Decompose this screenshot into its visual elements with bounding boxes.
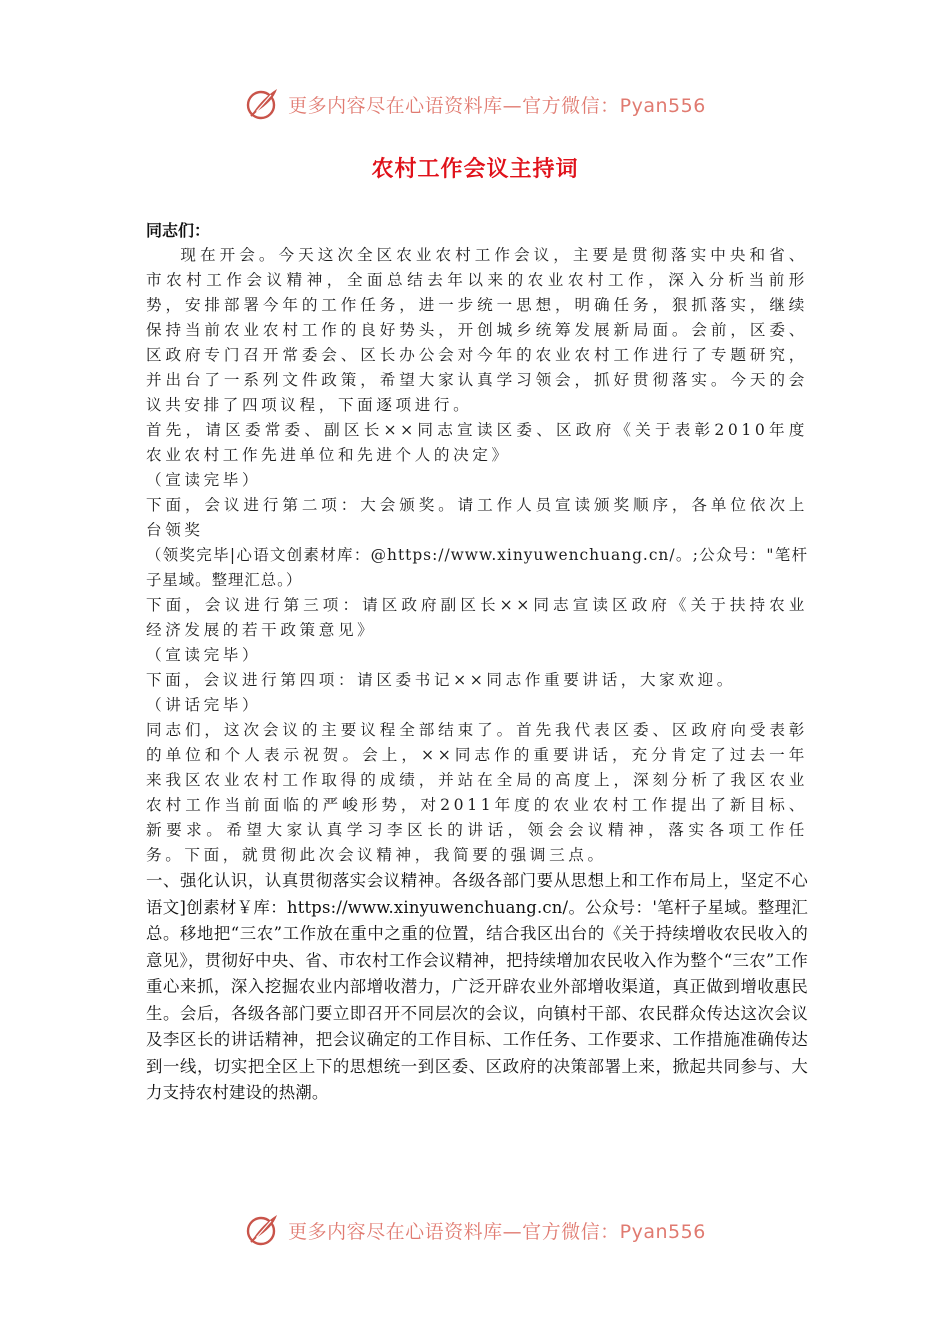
paragraph-note-2: （领奖完毕|心语文创素材库：@https://www.xinyuwenchuang.cn/。;公众号："笔杆子星域。整理汇总。） (146, 546, 808, 589)
quill-logo-icon (244, 1212, 280, 1248)
paragraph-agenda-1: 首先，请区委常委、副区长××同志宣读区委、区政府《关于表彰2010年度农业农村工作先进单位和先进个人的决定》 (146, 421, 808, 464)
greeting: 同志们： (146, 221, 211, 240)
document-body (146, 218, 808, 1107)
quill-logo-icon (244, 86, 280, 122)
paragraph-agenda-3: 下面，会议进行第三项：请区政府副区长××同志宣读区政府《关于扶持农业经济发展的若干政策意见》 (146, 596, 808, 639)
document-title: 农村工作会议主持词 (371, 157, 579, 182)
banner-text: 更多内容尽在心语资料库—官方微信：Pyan556 (288, 94, 706, 117)
paragraph-agenda-4: 下面，会议进行第四项：请区委书记××同志作重要讲话，大家欢迎。 (146, 671, 736, 689)
paragraph-note-3: （宣读完毕） (146, 646, 262, 664)
paragraph-summary: 同志们，这次会议的主要议程全部结束了。首先我代表区委、区政府向受表彰的单位和个人表示祝贺。会上，××同志作的重要讲话，充分肯定了过去一年来我区农业农村工作取得的成绩，并站在全局的高度上，深刻分析了我区农业农村工作当前面临的严峻形势，对2011年度的农业农村工作提出了新目标、新要求。希望大家认真学习李区长的讲话，领会会议精神，落实各项工作任务。下面，就贯彻此次会议精神，我简要的强调三点。 (146, 721, 808, 864)
banner-text: 更多内容尽在心语资料库—官方微信：Pyan556 (288, 1220, 706, 1243)
header-banner (0, 84, 950, 124)
paragraph-agenda-2: 下面，会议进行第二项：大会颁奖。请工作人员宣读颁奖顺序，各单位依次上台领奖 (146, 496, 808, 539)
paragraph-point-1: 一、强化认识，认真贯彻落实会议精神。各级各部门要从思想上和工作布局上，坚定不心语文]创素材￥库：https://www.xinyuwenchuang.cn/。公众号：'笔杆子星域。整理汇总。移地把“三农”工作放在重中之重的位置，结合我区出台的《关于持续增收农民收入的意见》，贯彻好中央、省、市农村工作会议精神，把持续增加农民收入作为整个“三农”工作重心来抓，深入挖掘农业内部增收潜力，广泛开辟农业外部增收渠道，真正做到增收惠民生。会后，各级各部门要立即召开不同层次的会议，向镇村干部、农民群众传达这次会议及李区长的讲话精神，把会议确定的工作目标、工作任务、工作要求、工作措施准确传达到一线，切实把全区上下的思想统一到区委、区政府的决策部署上来，掀起共同参与、大力支持农村建设的热潮。 (146, 871, 808, 1102)
paragraph-note-4: （讲话完毕） (146, 696, 262, 714)
paragraph-note-1: （宣读完毕） (146, 471, 262, 489)
footer-banner (0, 1210, 950, 1250)
paragraph-opening: 现在开会。今天这次全区农业农村工作会议，主要是贯彻落实中央和省、市农村工作会议精神，全面总结去年以来的农业农村工作，深入分析当前形势，安排部署今年的工作任务，进一步统一思想，明确任务，狠抓落实，继续保持当前农业农村工作的良好势头，开创城乡统筹发展新局面。会前，区委、区政府专门召开常委会、区长办公会对今年的农业农村工作进行了专题研究，并出台了一系列文件政策，希望大家认真学习领会，抓好贯彻落实。今天的会议共安排了四项议程，下面逐项进行。 (146, 246, 808, 414)
